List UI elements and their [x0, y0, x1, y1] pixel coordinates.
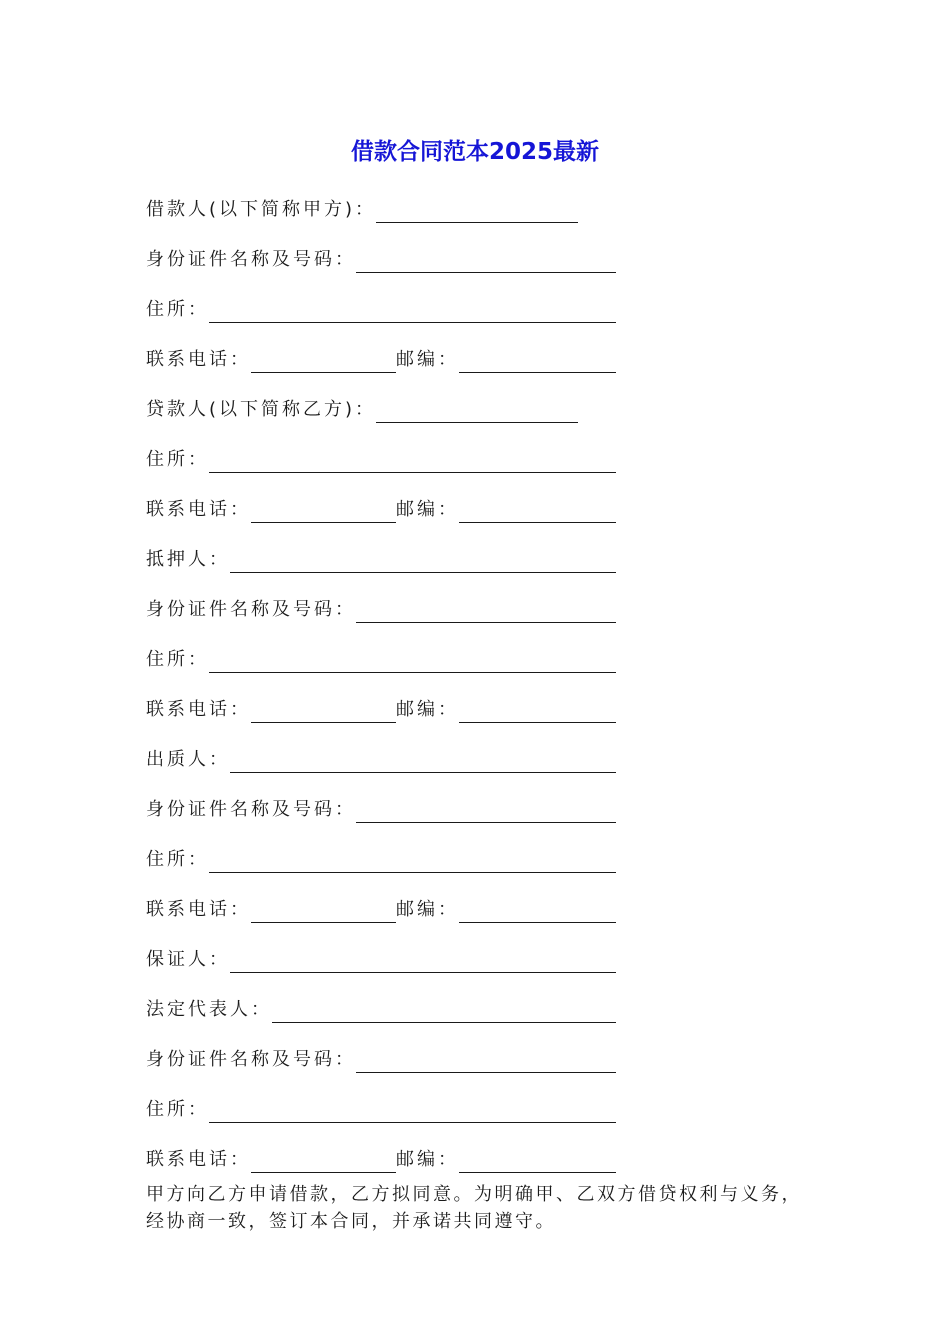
- lender-postal-label: 邮编：: [396, 499, 459, 520]
- borrower-id-label: 身份证件名称及号码：: [146, 249, 356, 270]
- borrower-phone-label: 联系电话：: [146, 349, 251, 370]
- mortgagor-blank[interactable]: [230, 550, 616, 573]
- guarantor-address-label: 住所：: [146, 1099, 209, 1120]
- pledgor-phone-blank[interactable]: [251, 900, 396, 923]
- field-row-pledgor: [146, 733, 616, 783]
- guarantor-phone-label: 联系电话：: [146, 1149, 251, 1170]
- legal-representative-label: 法定代表人：: [146, 999, 272, 1020]
- field-row-lender-contact: [146, 483, 616, 533]
- guarantor-phone-blank[interactable]: [251, 1150, 396, 1173]
- lender-postal-blank[interactable]: [459, 500, 616, 523]
- borrower-address-label: 住所：: [146, 299, 209, 320]
- borrower-blank[interactable]: [376, 200, 578, 223]
- field-row-guarantor-contact: [146, 1133, 616, 1183]
- mortgagor-address-label: 住所：: [146, 649, 209, 670]
- mortgagor-id-blank[interactable]: [356, 600, 616, 623]
- mortgagor-postal-blank[interactable]: [459, 700, 616, 723]
- pledgor-address-blank[interactable]: [209, 850, 616, 873]
- field-row-lender-address: [146, 433, 616, 483]
- guarantor-label: 保证人：: [146, 949, 230, 970]
- pledgor-postal-label: 邮编：: [396, 899, 459, 920]
- field-row-borrower-address: [146, 283, 616, 333]
- intro-paragraph: 甲方向乙方申请借款，乙方拟同意。为明确甲、乙双方借贷权利与义务，经协商一致，签订本合同，并承诺共同遵守。: [146, 1184, 802, 1232]
- field-row-guarantor-id: [146, 1033, 616, 1083]
- guarantor-blank[interactable]: [230, 950, 616, 973]
- field-row-mortgagor-id: [146, 583, 616, 633]
- lender-label: 贷款人(以下简称乙方)：: [146, 399, 377, 420]
- field-row-mortgagor-contact: [146, 683, 616, 733]
- mortgagor-label: 抵押人：: [146, 549, 230, 570]
- mortgagor-phone-blank[interactable]: [251, 700, 396, 723]
- field-row-pledgor-contact: [146, 883, 616, 933]
- guarantor-id-blank[interactable]: [356, 1050, 616, 1073]
- borrower-id-blank[interactable]: [356, 250, 616, 273]
- lender-blank[interactable]: [376, 400, 578, 423]
- mortgagor-address-blank[interactable]: [209, 650, 616, 673]
- field-row-mortgagor-address: [146, 633, 616, 683]
- borrower-phone-blank[interactable]: [251, 350, 396, 373]
- field-row-borrower-contact: [146, 333, 616, 383]
- field-row-pledgor-address: [146, 833, 616, 883]
- lender-phone-blank[interactable]: [251, 500, 396, 523]
- guarantor-id-label: 身份证件名称及号码：: [146, 1049, 356, 1070]
- field-row-guarantor: [146, 933, 616, 983]
- pledgor-label: 出质人：: [146, 749, 230, 770]
- field-row-borrower-id: [146, 233, 616, 283]
- legal-representative-blank[interactable]: [272, 1000, 616, 1023]
- borrower-postal-blank[interactable]: [459, 350, 616, 373]
- mortgagor-phone-label: 联系电话：: [146, 699, 251, 720]
- field-row-guarantor-address: [146, 1083, 616, 1133]
- page-title: 借款合同范本2025最新: [350, 139, 599, 166]
- contract-party-fields: [146, 183, 616, 1183]
- lender-phone-label: 联系电话：: [146, 499, 251, 520]
- field-row-borrower: [146, 183, 616, 233]
- pledgor-postal-blank[interactable]: [459, 900, 616, 923]
- pledgor-id-blank[interactable]: [356, 800, 616, 823]
- guarantor-address-blank[interactable]: [209, 1100, 616, 1123]
- pledgor-phone-label: 联系电话：: [146, 899, 251, 920]
- field-row-pledgor-id: [146, 783, 616, 833]
- field-row-lender: [146, 383, 616, 433]
- mortgagor-id-label: 身份证件名称及号码：: [146, 599, 356, 620]
- pledgor-blank[interactable]: [230, 750, 616, 773]
- guarantor-postal-blank[interactable]: [459, 1150, 616, 1173]
- guarantor-postal-label: 邮编：: [396, 1149, 459, 1170]
- borrower-postal-label: 邮编：: [396, 349, 459, 370]
- mortgagor-postal-label: 邮编：: [396, 699, 459, 720]
- lender-address-blank[interactable]: [209, 450, 616, 473]
- field-row-legal-representative: [146, 983, 616, 1033]
- borrower-label: 借款人(以下简称甲方)：: [146, 199, 377, 220]
- lender-address-label: 住所：: [146, 449, 209, 470]
- pledgor-address-label: 住所：: [146, 849, 209, 870]
- borrower-address-blank[interactable]: [209, 300, 616, 323]
- field-row-mortgagor: [146, 533, 616, 583]
- pledgor-id-label: 身份证件名称及号码：: [146, 799, 356, 820]
